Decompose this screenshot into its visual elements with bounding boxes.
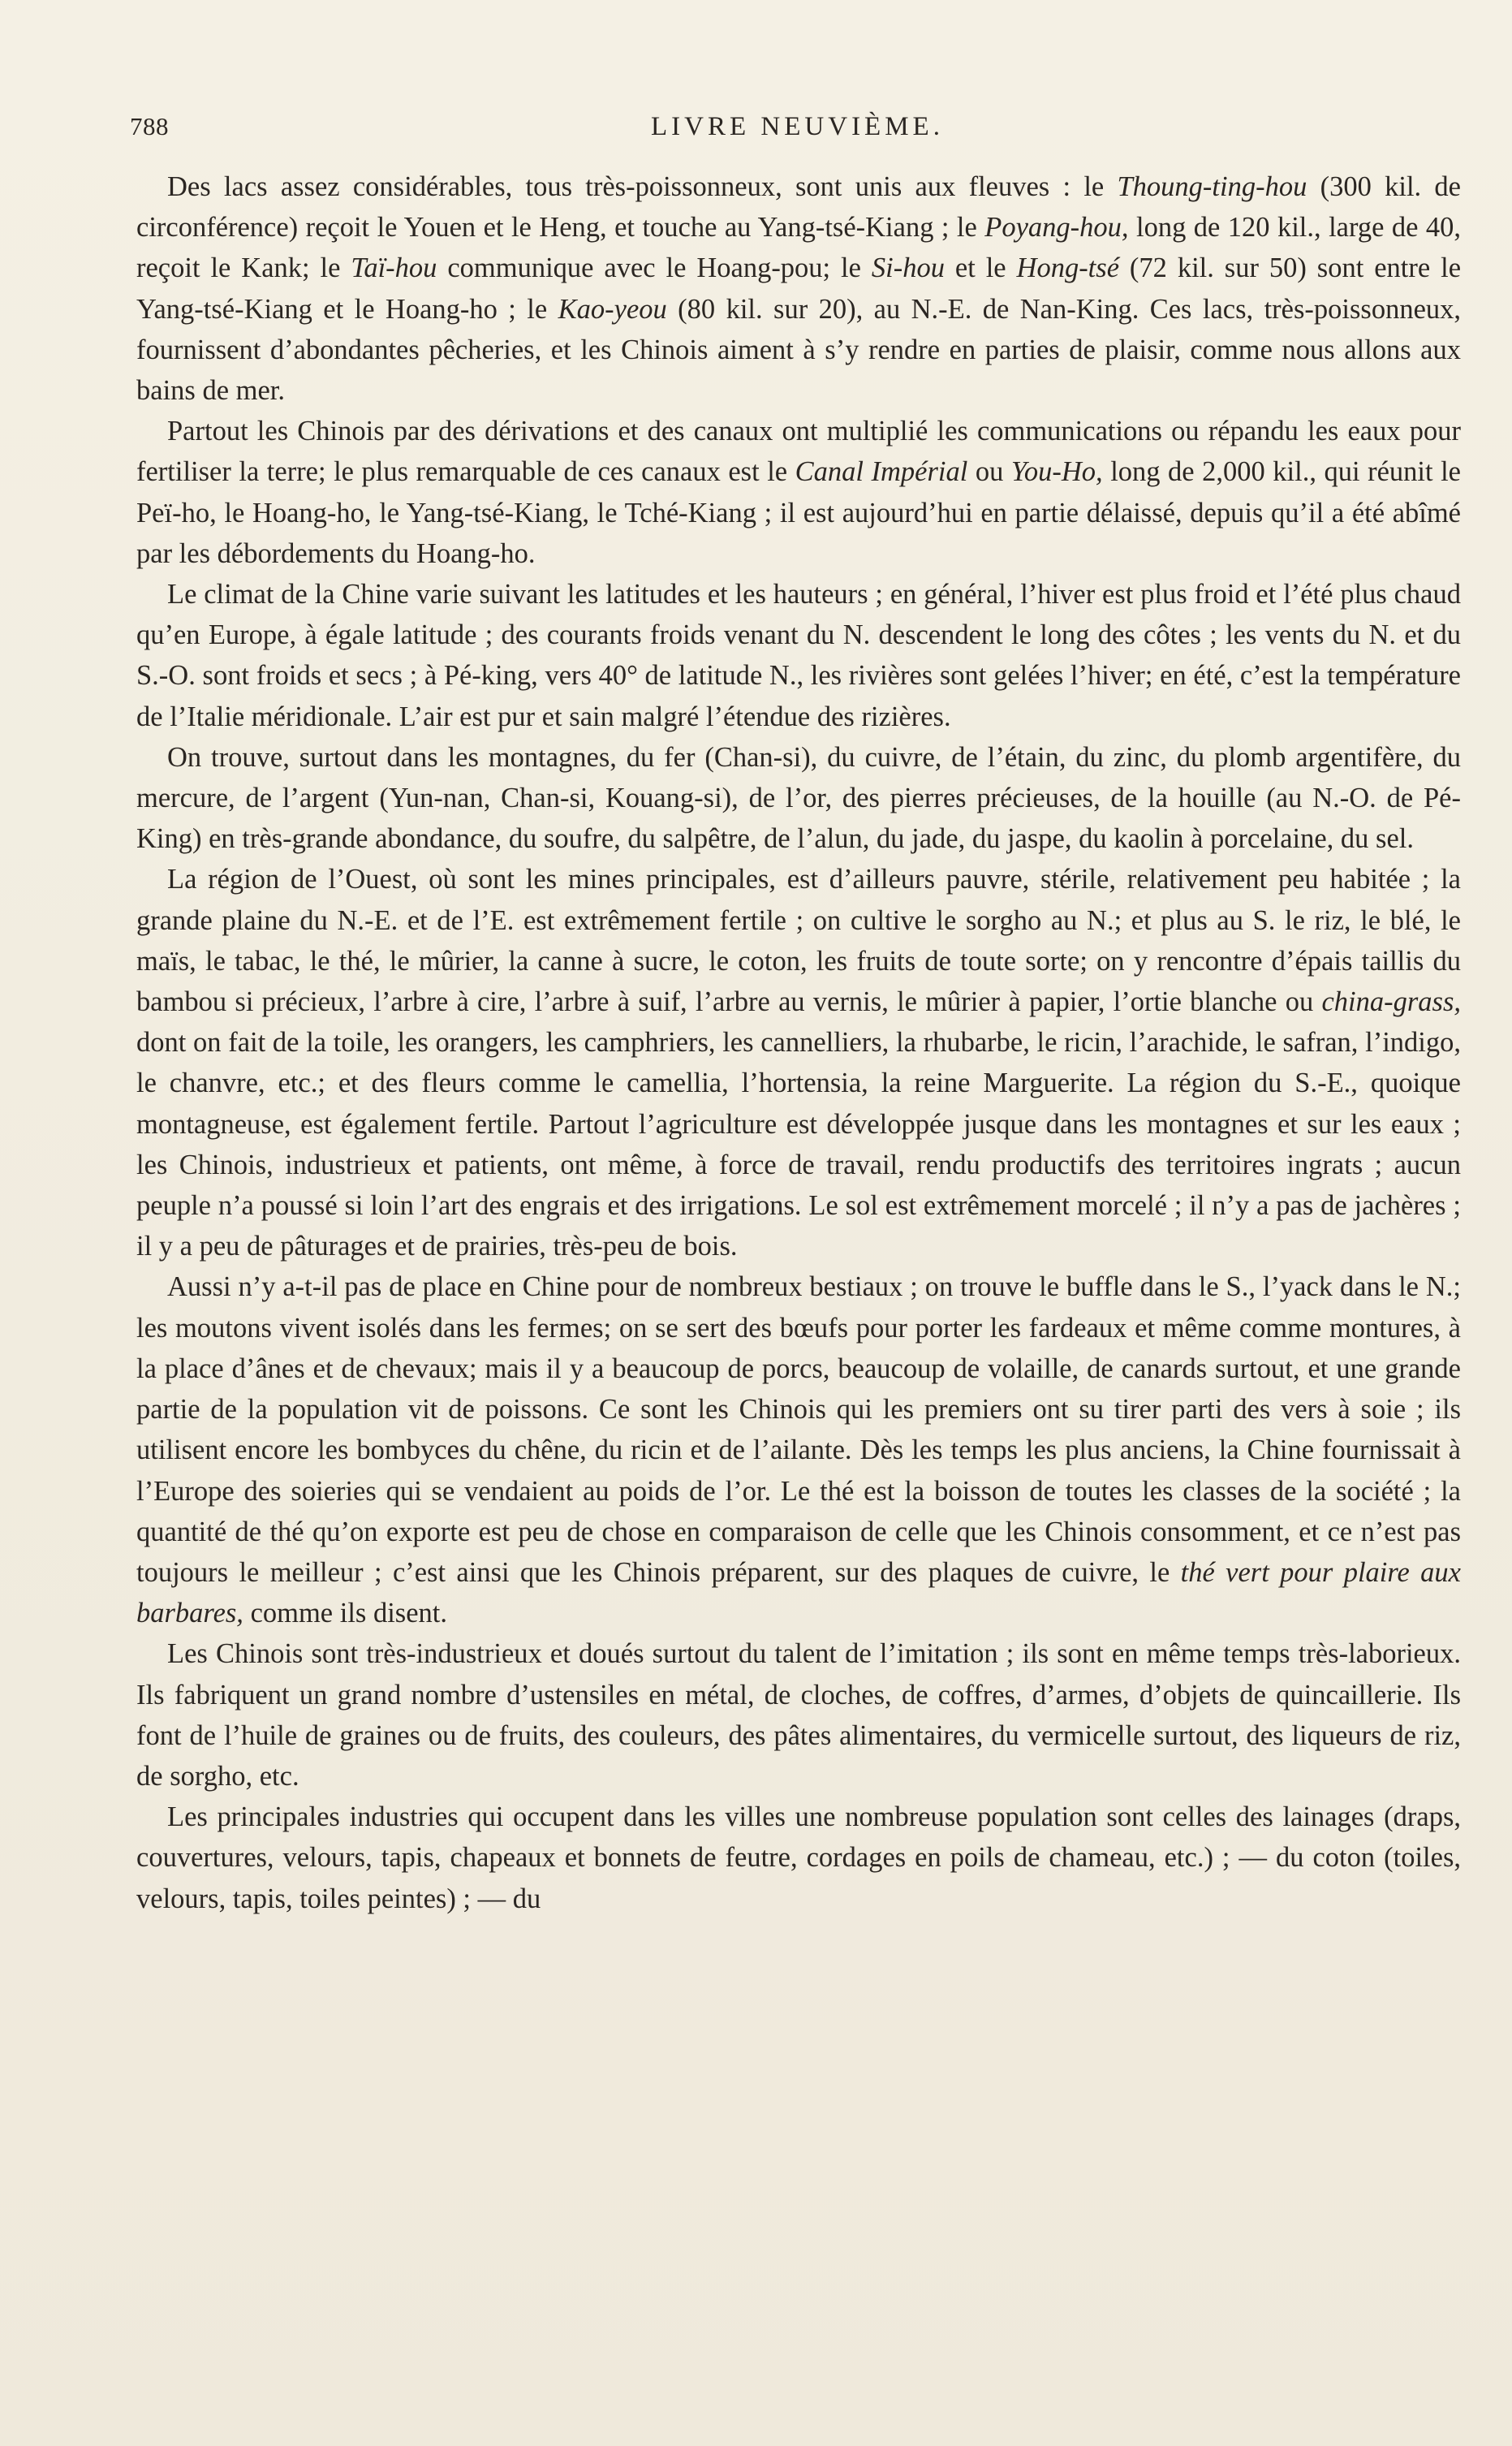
text-run: On trouve, surtout dans les montagnes, du fer (Chan-si), du cuivre, de l’étain, du zinc, du plomb argentifère, du mercure, de l’argent (Yun-nan, Chan-si, Kouang-si), de l’or, des pierres précieuses, de la houille (au N.-O. de Pé-King) en très-grande abondance, du soufre, du salpêtre, de l’alun, du jade, du jaspe, du kaolin à porcelaine, du sel. [136, 741, 1461, 855]
text-run: La région de l’Ouest, où sont les mines principales, est d’ailleurs pauvre, stérile, relativement peu habitée ; la grande plaine du N.-E. et de l’E. est extrêmement fertile ; on cultive le sorgho au N.; et plus au S. le riz, le blé, le maïs, le tabac, le thé, le mûrier, la canne à sucre, le coton, les fruits de toute sorte; on y rencontre d’épais taillis du bambou si précieux, l’arbre à cire, l’arbre à suif, l’arbre au vernis, le mûrier à papier, l’ortie blanche ou [136, 864, 1461, 1018]
paragraph [136, 574, 1461, 737]
italic-term: Si-hou [871, 252, 945, 284]
paragraph [136, 1266, 1461, 1633]
text-run: Le climat de la Chine varie suivant les latitudes et les hauteurs ; en général, l’hiver est plus froid et l’été plus chaud qu’en Europe, à égale latitude ; des courants froids venant du N. descendent le long des côtes ; les vents du N. et du S.-O. sont froids et secs ; à Pé-king, vers 40° de latitude N., les rivières sont gelées l’hiver; en été, c’est la température de l’Italie méridionale. L’air est pur et sain malgré l’étendue des rizières. [136, 579, 1461, 732]
body-text [136, 166, 1461, 1919]
text-run: (80 kil. sur 20), au N.-E. de Nan-King. Ces lacs, très-poissonneux, fournissent d’abondantes pêcheries, et les Chinois aiment à s’y rendre en parties de plaisir, comme nous allons aux bains de mer. [136, 293, 1462, 407]
italic-term: Thoung-ting-hou [1117, 171, 1307, 202]
italic-term: Kao-yeou [558, 293, 667, 325]
italic-term: Poyang-hou, [984, 212, 1129, 244]
text-run: long de 120 kil., large de 40, reçoit le Kank; le [136, 212, 1461, 284]
paragraph [136, 859, 1461, 1266]
text-run: Les Chinois sont très-industrieux et doués surtout du talent de l’imitation ; ils sont en même temps très-laborieux. Ils fabriquent un grand nombre d’ustensiles en métal, de cloches, de coffres, d’armes, d’objets de quincaillerie. Ils font de l’huile de graines ou de fruits, des couleurs, des pâtes alimentaires, du vermicelle surtout, des liqueurs de riz, de sorgho, etc. [136, 1638, 1461, 1792]
paragraph [136, 1633, 1461, 1797]
paragraph [136, 1797, 1461, 1919]
page-number: 788 [130, 112, 169, 140]
italic-term: You-Ho, [1010, 456, 1103, 488]
page-header [130, 112, 1465, 151]
text-run: Aussi n’y a-t-il pas de place en Chine pour de nombreux bestiaux ; on trouve le buffle dans le S., l’yack dans le N.; les moutons vivent isolés dans les fermes; on se sert des bœufs pour porter les fardeaux et même comme montures, à la place d’ânes et de chevaux; mais il y a beaucoup de porcs, beaucoup de volaille, de canards surtout, et une grande partie de la population vit de poissons. Ce sont les Chinois qui les premiers ont su tirer parti des vers à soie ; ils utilisent encore les bombyces du chêne, du ricin et de l’ailante. Dès les temps les plus anciens, la Chine fournissait à l’Europe des soieries qui se vendaient au poids de l’or. Le thé est la boisson de toutes les classes de la société ; la quantité de thé qu’on exporte est peu de chose en comparaison de celle que les Chinois consomment, et ce n’est pas toujours le meilleur ; c’est ainsi que les Chinois préparent, sur des plaques de cuivre, le [136, 1271, 1461, 1588]
italic-term: Taï-hou [351, 252, 437, 284]
text-run: communique avec le Hoang-pou; le [437, 252, 872, 284]
text-run: Partout les Chinois par des dérivations et des canaux ont multiplié les communications ou répandu les eaux pour fertiliser la terre; le plus remarquable de ces canaux est le [136, 416, 1461, 488]
paragraph [136, 166, 1461, 411]
text-run: dont on fait de la toile, les orangers, les camphriers, les cannelliers, la rhubarbe, le ricin, l’arachide, le safran, l’indigo, le chanvre, etc.; et des fleurs comme le camellia, l’hortensia, la reine Marguerite. La région du S.-E., quoique montagneuse, est également fertile. Partout l’agriculture est développée jusque dans les montagnes et sur les eaux ; les Chinois, industrieux et patients, ont même, à force de travail, rendu productifs des territoires ingrats ; aucun peuple n’a poussé si loin l’art des engrais et des irrigations. Le sol est extrêmement morcelé ; il n’y a pas de jachères ; il y a peu de pâturages et de prairies, très-peu de bois. [136, 1027, 1461, 1262]
italic-term: thé vert pour plaire aux barbares, [136, 1556, 1461, 1629]
italic-term: china-grass, [1321, 986, 1461, 1018]
text-run: (72 kil. sur 50) sont entre le Yang-tsé-Kiang et le Hoang-ho ; le [136, 252, 1462, 325]
running-head: LIVRE NEUVIÈME. [651, 112, 944, 141]
text-run: et le [944, 252, 1017, 284]
paragraph [136, 737, 1461, 860]
italic-term: Canal Impérial [795, 456, 968, 488]
text-run: ou [967, 456, 1011, 488]
text-run: Des lacs assez considérables, tous très-poissonneux, sont unis aux fleuves : le [167, 171, 1118, 202]
text-run: comme ils disent. [243, 1598, 447, 1629]
text-run: Les principales industries qui occupent dans les villes une nombreuse population sont celles des lainages (draps, couvertures, velours, tapis, chapeaux et bonnets de feutre, cordages en poils de chameau, etc.) ; — du coton (toiles, velours, tapis, toiles peintes) ; — du [136, 1801, 1461, 1914]
text-run: long de 2,000 kil., qui réunit le Peï-ho, le Hoang-ho, le Yang-tsé-Kiang, le Tché-Kiang ; il est aujourd’hui en partie délaissé, depuis qu’il a été abîmé par les débordements du Hoang-ho. [136, 456, 1461, 569]
paragraph [136, 411, 1461, 574]
italic-term: Hong-tsé [1016, 252, 1120, 284]
text-run: (300 kil. de circonférence) reçoit le Youen et le Heng, et touche au Yang-tsé-Kiang ; le [136, 171, 1461, 244]
